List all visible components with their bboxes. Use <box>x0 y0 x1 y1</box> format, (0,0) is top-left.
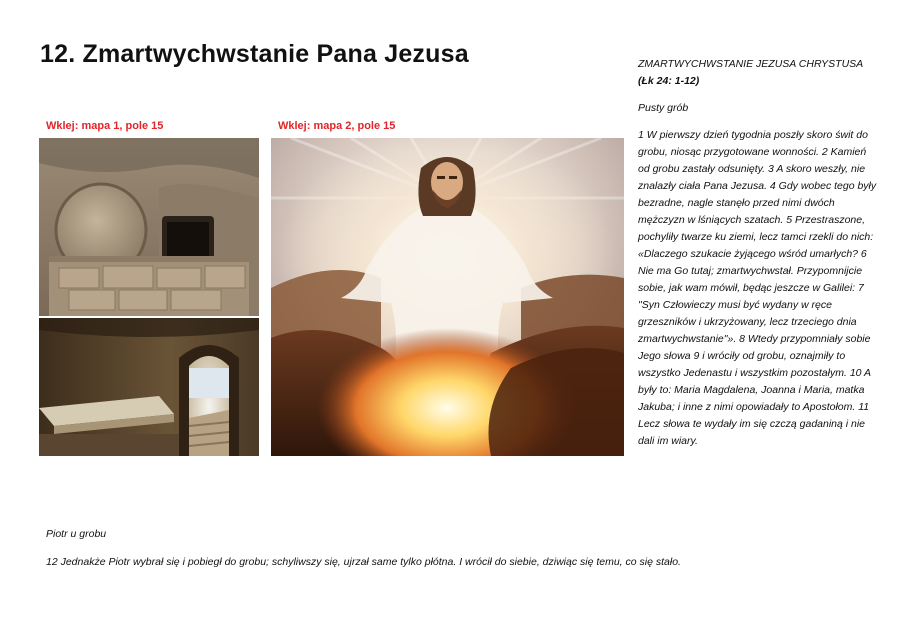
tomb-interior-image <box>39 318 259 456</box>
map2-label: Wklej: mapa 2, pole 15 <box>278 120 396 132</box>
sidebar-heading <box>638 56 880 90</box>
bottom-passage: 12 Jednakże Piotr wybrał się i pobiegł do grobu; schyliwszy się, ujrzał same tylko płótna. I wrócił do siebie, dziwiąc się temu, co się stało. <box>46 556 681 568</box>
sidebar-text <box>638 56 880 450</box>
sidebar-passage: 1 W pierwszy dzień tygodnia poszły skoro świt do grobu, niosąc przygotowane wonności. 2 Kamień od grobu zastały odsunięty. 3 A skoro weszły, nie znalazły ciała Pana Jezusa. 4 Gdy wobec tego były bezradne, nagle stanęło przed nimi dwóch mężczyzn w lśniących szatach. 5 Przestraszone, pochyliły twarze ku ziemi, lecz tamci rzekli do nich: «Dlaczego szukacie żyjącego wśród umarłych? 6 Nie ma Go tutaj; zmartwychwstał. Przypomnijcie sobie, jak wam mówił, będąc jeszcze w Galilei: 7 "Syn Człowieczy musi być wydany w ręce grzeszników i ukrzyżowany, lecz trzeciego dnia zmartwychwstanie"». 8 Wtedy przypomniały sobie Jego słowa 9 i wróciły od grobu, oznajmiły to wszystko Jedenastu i wszystkim pozostałym. 10 A były to: Maria Magdalena, Joanna i Maria, matka Jakuba; i inne z nimi opowiadały to Apostołom. 11 Lecz słowa te wydały im się czczą gadaniną i nie dali im wiary. <box>638 129 877 447</box>
sidebar-subheading: Pusty grób <box>638 102 689 114</box>
bottom-subheading: Piotr u grobu <box>46 528 107 540</box>
risen-jesus-image <box>271 138 624 456</box>
scripture-reference: (Łk 24: 1-12) <box>638 75 700 87</box>
tomb-stone-image <box>39 138 259 316</box>
page-title: 12. Zmartwychwstanie Pana Jezusa <box>40 40 469 68</box>
map1-label: Wklej: mapa 1, pole 15 <box>46 120 164 132</box>
sidebar-heading-text: ZMARTWYCHWSTANIE JEZUSA CHRYSTUSA <box>638 58 864 70</box>
